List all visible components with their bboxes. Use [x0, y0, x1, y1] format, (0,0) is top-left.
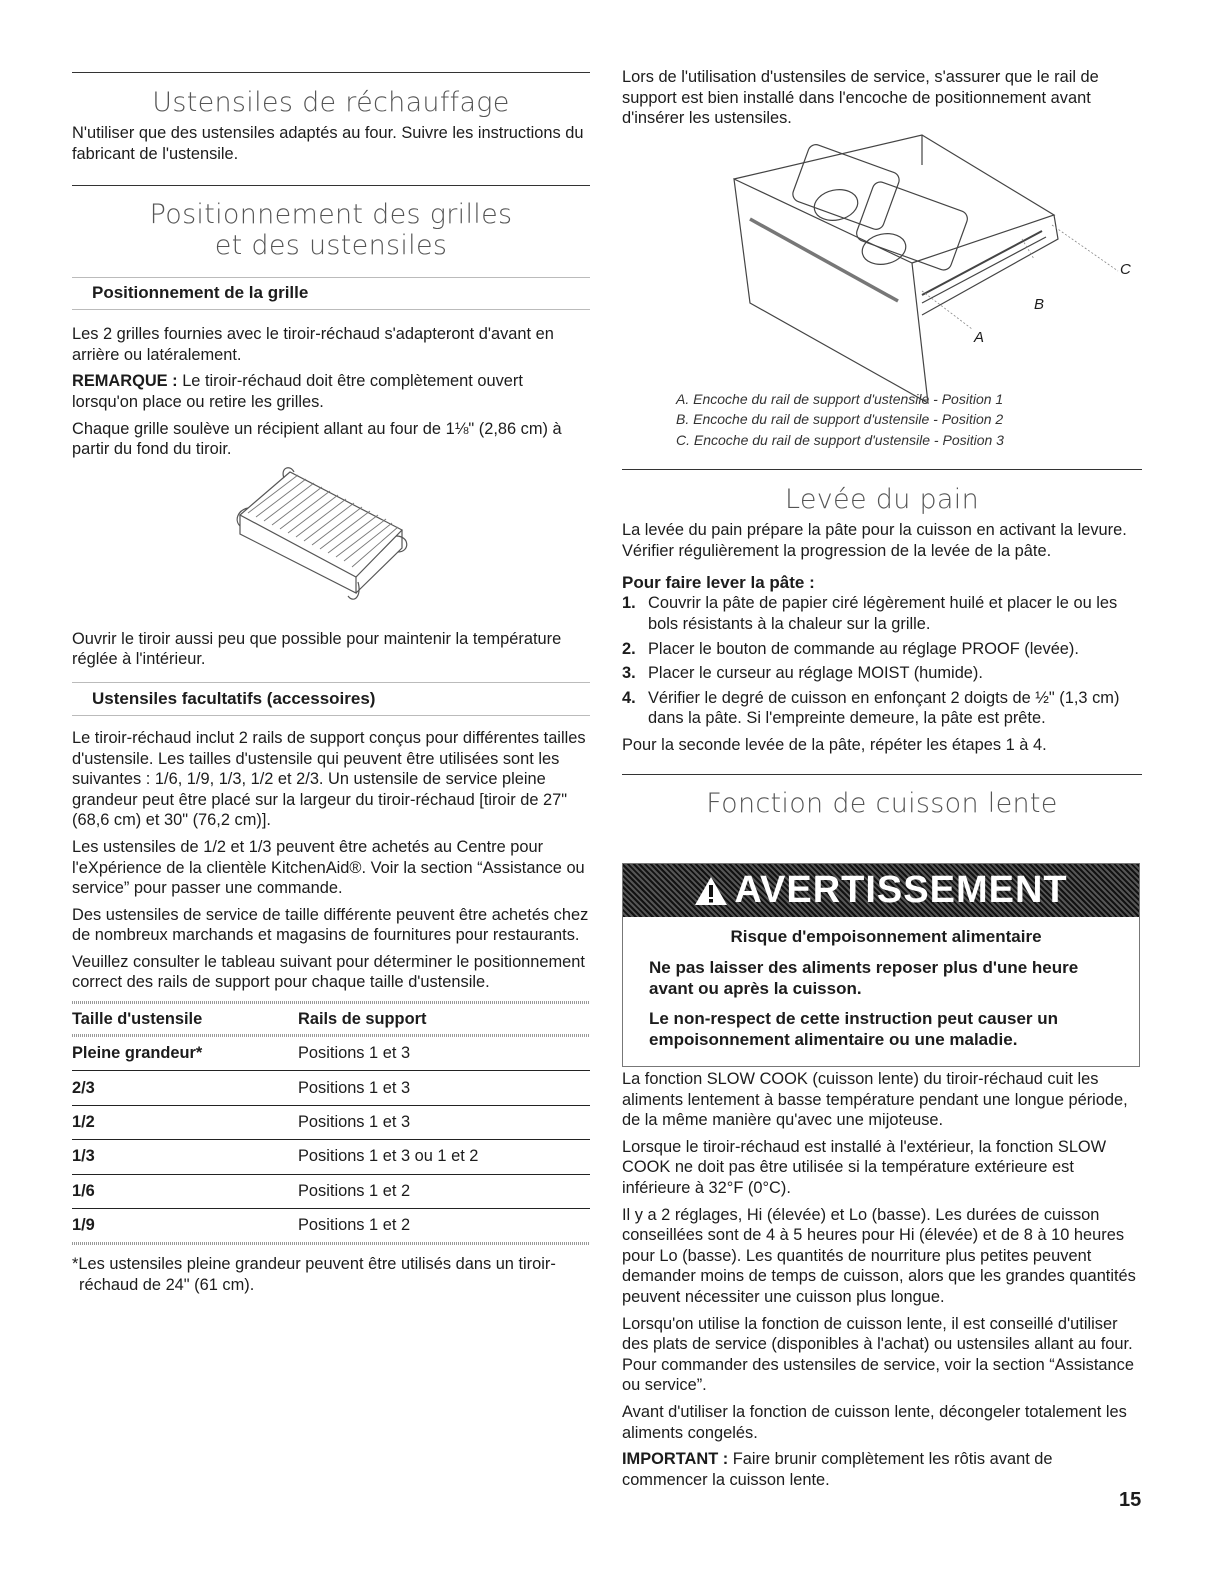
warning-label: AVERTISSEMENT: [734, 869, 1068, 911]
left-column: [72, 0, 590, 1296]
page-number: 15: [1119, 1489, 1142, 1511]
table-bottom-rule: [72, 1242, 590, 1245]
rack-illustration: [72, 460, 590, 630]
important-note: [622, 1449, 1140, 1490]
warming-title: Ustensiles de réchauffage: [152, 87, 510, 118]
positioning-title-line1: Positionnement des grilles: [149, 199, 513, 231]
table-header-cell: Taille d'ustensile: [72, 1009, 203, 1028]
caption-a: A. Encoche du rail de support d'ustensile - Position 1: [676, 390, 1004, 407]
warning-body: [623, 917, 1139, 1050]
optional-paragraph-1: Le tiroir-réchaud inclut 2 rails de support conçus pour différentes tailles d'ustensile. Les tailles d'ustensile qui peuvent être utilisées sont les suivantes : 1/6, 1/9, 1/3, 1/2 et 2/3. Un ustensile de service pleine grandeur peut être placé sur la largeur du tiroir-réchaud [tiroir de 27" (68,6 cm) et 30" (76,2 cm)].: [72, 728, 586, 830]
slow-cook-text: [622, 1069, 1140, 1490]
table-cell-size: Pleine grandeur*: [72, 1037, 298, 1071]
slow-paragraph-4: Lorsqu'on utilise la fonction de cuisson lente, il est conseillé d'utiliser des plats de service (disponibles à l'achat) ou ustensiles allant au four. Pour commander des ustensiles de service, voir la section “Assistance ou service”.: [622, 1314, 1134, 1395]
table-footnote: *Les ustensiles pleine grandeur peuvent être utilisés dans un tiroir-réchaud de 24" (61 cm).: [72, 1255, 556, 1294]
table-cell-rails: Positions 1 et 3: [298, 1105, 590, 1139]
section-rule: [72, 185, 590, 186]
proof-title: Levée du pain: [785, 484, 979, 516]
section-rule: [72, 72, 590, 73]
warning-line-2: Le non-respect de cette instruction peut causer un empoisonnement alimentaire ou une maladie.: [649, 1009, 1059, 1049]
rack-paragraph-2: Chaque grille soulève un récipient allant au four de 1⅛" (2,86 cm) à partir du fond du tiroir.: [72, 419, 562, 459]
rack-paragraph-1: Les 2 grilles fournies avec le tiroir-réchaud s'adapteront d'avant en arrière ou latéralement.: [72, 325, 554, 364]
table-header-cell: Rails de support: [298, 1009, 427, 1028]
subhead-rule: [72, 682, 590, 683]
figure-label-c: C: [1120, 260, 1131, 278]
rack-drawing: [72, 460, 590, 630]
table-cell-size: 1/9: [72, 1216, 95, 1235]
slow-paragraph-2: Lorsque le tiroir-réchaud est installé à l'extérieur, la fonction SLOW COOK ne doit pas être utilisée si la température extérieure est inférieure à 32°F (0°C).: [622, 1137, 1107, 1197]
warning-box: [622, 863, 1140, 1067]
table-row: [72, 1209, 590, 1243]
subhead-rule: [72, 277, 590, 278]
important-text: Faire brunir complètement les rôtis avant de commencer la cuisson lente.: [622, 1450, 1053, 1489]
proof-text: La levée du pain prépare la pâte pour la cuisson en activant la levure. Vérifier régulièrement la progression de la levée de la pâte.: [622, 521, 1127, 560]
table-cell-rails: Positions 1 et 3: [298, 1071, 590, 1105]
table-row: [72, 1105, 590, 1139]
warning-header: [623, 864, 1139, 917]
section-rule: [622, 469, 1142, 470]
table-row: [72, 1140, 590, 1174]
table-cell-rails: Positions 1 et 2: [298, 1216, 411, 1235]
proof-steps: [622, 593, 1142, 729]
table-cell-rails: Positions 1 et 2: [298, 1174, 590, 1208]
figure-label-b: B: [1034, 295, 1045, 313]
table-header-row: [72, 1004, 590, 1034]
warming-text: N'utiliser que des ustensiles adaptés au four. Suivre les instructions du fabricant de l'ustensile.: [72, 124, 584, 163]
subhead-rule: [72, 309, 590, 310]
caption-b: B. Encoche du rail de support d'ustensile - Position 2: [676, 411, 1004, 428]
table-row: [72, 1071, 590, 1105]
table-cell-rails: Positions 1 et 3 ou 1 et 2: [298, 1140, 590, 1174]
caption-c: C. Encoche du rail de support d'ustensile - Position 3: [676, 431, 1004, 448]
proof-repeat: Pour la seconde levée de la pâte, répéter les étapes 1 à 4.: [622, 736, 1047, 755]
rack-note: [72, 371, 590, 412]
note-label: REMARQUE :: [72, 372, 178, 391]
slow-paragraph-3: Il y a 2 réglages, Hi (élevée) et Lo (basse). Les durées de cuisson conseillées sont de 4 à 5 heures pour Hi (élevée) et de 8 à 10 heures pour Lo (basse). Les quantités de nourriture plus petites peuvent demander moins de temps de cuisson, alors que les grandes quantités peuvent nécessiter une cuisson plus longue.: [622, 1205, 1136, 1306]
utensil-table: [72, 1004, 590, 1242]
rack-subhead: Positionnement de la grille: [92, 283, 309, 303]
list-item: 1. Couvrir la pâte de papier ciré légèrement huilé et placer le ou les bols résistants à la chaleur sur la grille.: [622, 594, 1118, 634]
table-cell-size: 2/3: [72, 1071, 298, 1105]
note-text: Le tiroir-réchaud doit être complètement ouvert lorsqu'on place ou retire les grilles.: [72, 372, 523, 411]
subhead-rule: [72, 715, 590, 716]
positioning-title-line2: et des ustensiles: [214, 230, 448, 262]
table-row: [72, 1174, 590, 1208]
proof-subhead: Pour faire lever la pâte :: [622, 573, 815, 593]
table-cell-size: 1/2: [72, 1105, 298, 1139]
important-label: IMPORTANT :: [622, 1450, 729, 1469]
drawer-illustration: [622, 129, 1142, 404]
slow-paragraph-5: Avant d'utiliser la fonction de cuisson lente, décongeler totalement les aliments congelés.: [622, 1402, 1127, 1442]
list-item: 2. Placer le bouton de commande au réglage PROOF (levée).: [622, 639, 1079, 658]
drawer-drawing: [622, 129, 1142, 404]
table-row: [72, 1037, 590, 1071]
list-item: 4. Vérifier le degré de cuisson en enfonçant 2 doigts de ½" (1,3 cm) dans la pâte. Si l'empreinte demeure, la pâte est prête.: [622, 688, 1120, 728]
optional-paragraph-2: Les ustensiles de 1/2 et 1/3 peuvent être achetés au Centre pour l'eXpérience de la clientèle KitchenAid®. Voir la section “Assistance ou service” pour passer une commande.: [72, 837, 585, 898]
rack-paragraph-3: Ouvrir le tiroir aussi peu que possible pour maintenir la température réglée à l'intérieur.: [72, 629, 562, 669]
section-rule: [622, 774, 1142, 775]
optional-paragraph-4: Veuillez consulter le tableau suivant pour déterminer le positionnement correct des rails de support pour chaque taille d'ustensile.: [72, 952, 585, 992]
table-cell-size: 1/3: [72, 1140, 298, 1174]
slow-paragraph-1: La fonction SLOW COOK (cuisson lente) du tiroir-réchaud cuit les aliments lentement à basse température pendant une longue période, de la même manière qu'avec une mijoteuse.: [622, 1070, 1128, 1130]
slow-cook-title: Fonction de cuisson lente: [706, 787, 1058, 819]
table-cell-size: 1/6: [72, 1174, 298, 1208]
optional-paragraph-3: Des ustensiles de service de taille différente peuvent être achetés chez de nombreux marchands et magasins de fournitures pour restaurants.: [72, 905, 589, 945]
table-cell-rails: Positions 1 et 3: [298, 1037, 590, 1071]
figure-label-a: A: [974, 328, 985, 346]
warning-line-1: Ne pas laisser des aliments reposer plus d'une heure avant ou après la cuisson.: [649, 958, 1079, 998]
optional-subhead: Ustensiles facultatifs (accessoires): [92, 688, 376, 708]
warning-triangle-icon: [694, 876, 728, 906]
right-column: [622, 0, 1142, 819]
list-item: 3. Placer le curseur au réglage MOIST (humide).: [622, 664, 983, 683]
serving-intro: Lors de l'utilisation d'ustensiles de service, s'assurer que le rail de support est bien installé dans l'encoche de positionnement avant d'insérer les ustensiles.: [622, 68, 1099, 128]
warning-risk: Risque d'empoisonnement alimentaire: [730, 927, 1042, 946]
